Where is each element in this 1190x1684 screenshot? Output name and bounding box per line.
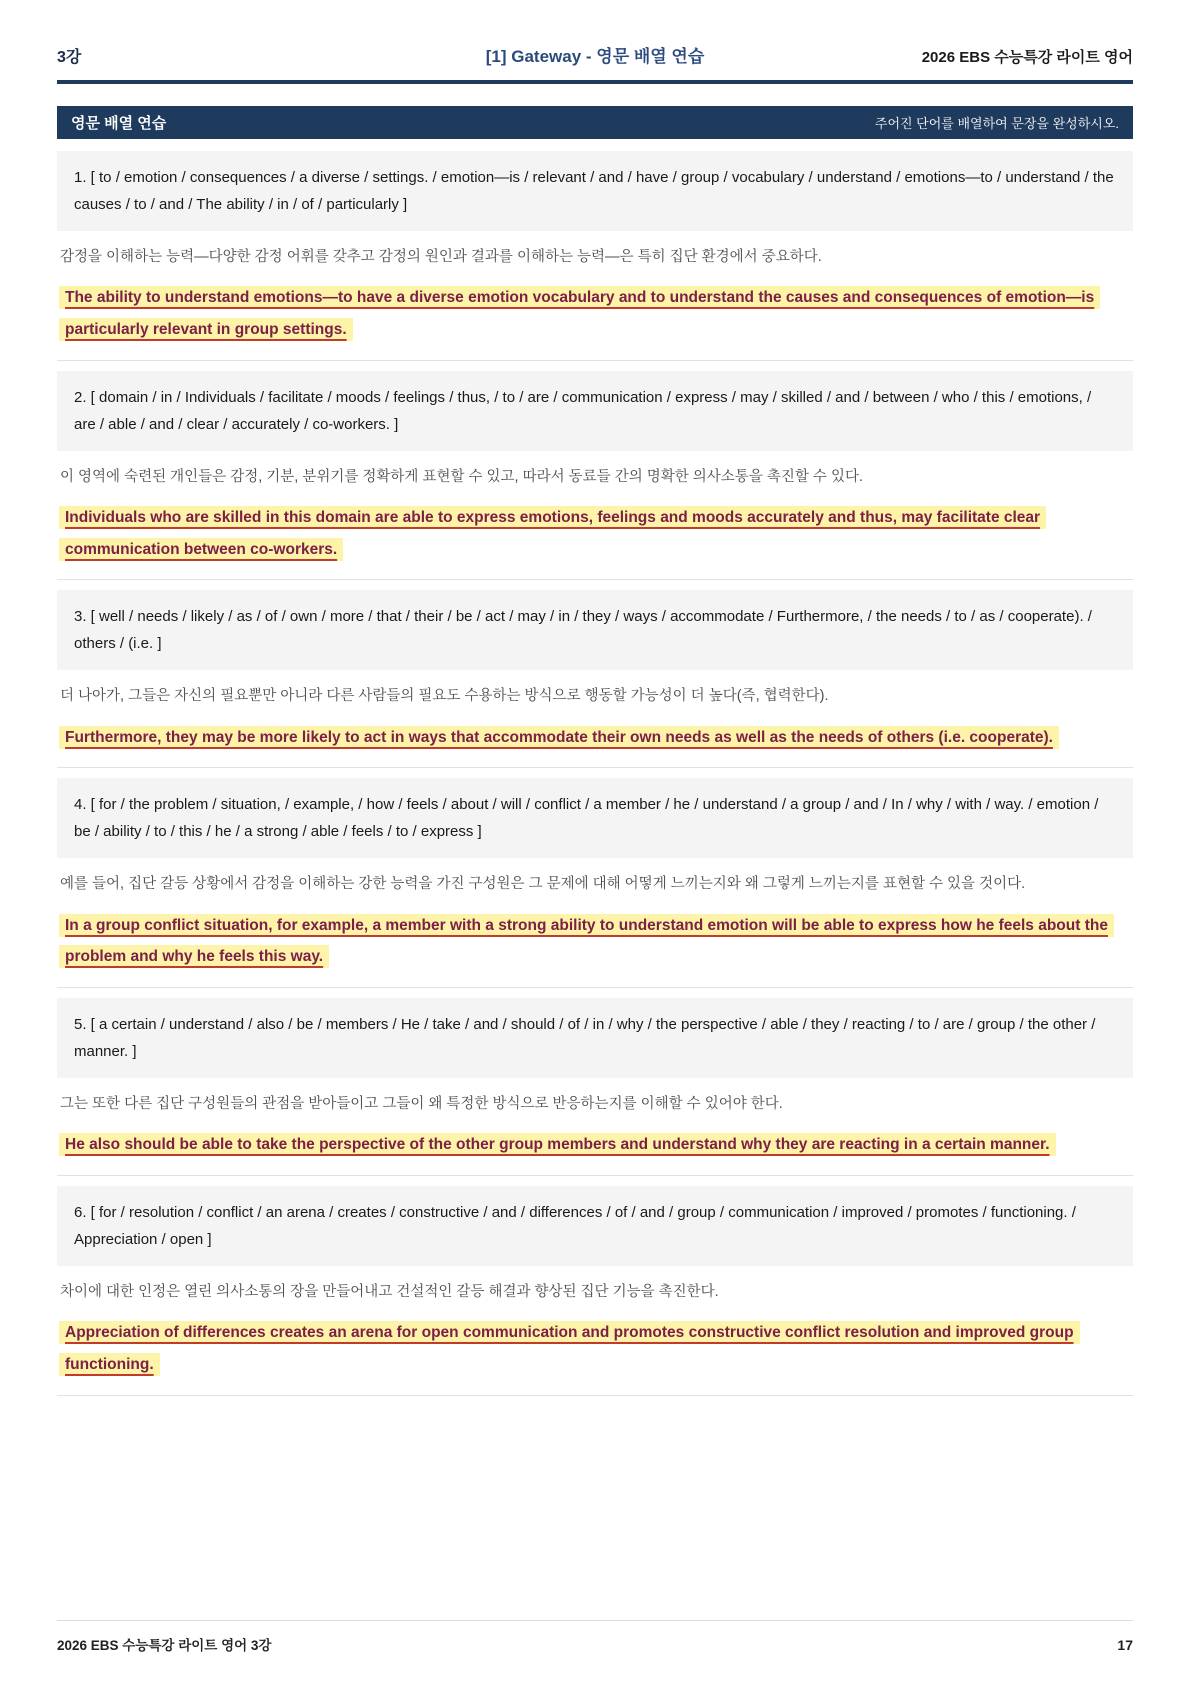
answer-sentence: The ability to understand emotions—to have a diverse emotion vocabulary and to understand the causes and consequences of emotion—is particularly relevant in group settings. (59, 286, 1100, 341)
scrambled-words-box (57, 1186, 1133, 1266)
lesson-number: 3강 (57, 49, 82, 66)
answer-sentence: Individuals who are skilled in this domain are able to express emotions, feelings and moods accurately and thus, may facilitate clear communication between co-workers. (59, 506, 1046, 561)
question-item-2 (57, 371, 1133, 581)
answer-sentence: Appreciation of differences creates an arena for open communication and promotes constructive conflict resolution and improved group functioning. (59, 1321, 1080, 1376)
korean-translation: 감정을 이해하는 능력—다양한 감정 어휘를 갖추고 감정의 원인과 결과를 이해하는 능력—은 특히 집단 환경에서 중요하다. (60, 249, 822, 265)
scrambled-words-box (57, 778, 1133, 858)
korean-translation: 예를 들어, 집단 갈등 상황에서 감정을 이해하는 강한 능력을 가진 구성원은 그 문제에 대해 어떻게 느끼는지와 왜 그렇게 느끼는지를 표현할 수 있을 것이다. (60, 876, 1026, 893)
korean-translation: 차이에 대한 인정은 열린 의사소통의 장을 만들어내고 건설적인 갈등 해결과 향상된 집단 기능을 촉진한다. (60, 1284, 719, 1301)
korean-translation: 더 나아가, 그들은 자신의 필요뿐만 아니라 다른 사람들의 필요도 수용하는 방식으로 행동할 가능성이 더 높다(즉, 협력한다). (60, 688, 829, 705)
question-item-1 (57, 151, 1133, 361)
section-banner (57, 106, 1133, 139)
footer-book-title: 2026 EBS 수능특강 라이트 영어 3강 (57, 1638, 272, 1653)
korean-translation: 그는 또한 다른 집단 구성원들의 관점을 받아들이고 그들이 왜 특정한 방식으로 반응하는지를 이해할 수 있어야 한다. (60, 1096, 783, 1113)
answer-line (57, 722, 1133, 754)
answer-line (57, 282, 1133, 346)
scrambled-words: 4. [ for / the problem / situation, / example, / how / feels / about / will / conflict / a member / he / understand / a group / and / In / why / with / way. / emotion / be / ability / to / this / he / a strong / able / feels / to / express ] (74, 796, 1099, 841)
question-list (57, 151, 1133, 1396)
section-title: 영문 배열 연습 (71, 115, 167, 132)
answer-line (57, 1129, 1133, 1161)
question-item-6 (57, 1186, 1133, 1396)
page-footer (57, 1620, 1133, 1654)
book-title: 2026 EBS 수능특강 라이트 영어 (921, 49, 1133, 66)
section-instruction: 주어진 단어를 배열하여 문장을 완성하시오. (874, 116, 1119, 131)
question-item-4 (57, 778, 1133, 988)
scrambled-words: 2. [ domain / in / Individuals / facilitate / moods / feelings / thus, / to / are / communication / express / may / skilled / and / between / who / this / emotions, / are / able / and / clear / accurately / co-workers. ] (74, 388, 1092, 433)
scrambled-words-box (57, 371, 1133, 451)
question-item-5 (57, 998, 1133, 1176)
header-rule (57, 80, 1133, 84)
scrambled-words: 5. [ a certain / understand / also / be / members / He / take / and / should / of / in / why / the perspective / able / they / reacting / to / are / group / the other / manner. ] (74, 1016, 1096, 1061)
scrambled-words-box (57, 998, 1133, 1078)
item-divider (57, 767, 1133, 768)
answer-line (57, 1317, 1133, 1381)
answer-line (57, 910, 1133, 974)
page-title: [1] Gateway - 영문 배열 연습 (485, 47, 705, 66)
answer-line (57, 502, 1133, 566)
answer-sentence: He also should be able to take the perspective of the other group members and understand why they are reacting in a certain manner. (59, 1133, 1056, 1156)
answer-sentence: In a group conflict situation, for example, a member with a strong ability to understand emotion will be able to express how he feels about the problem and why he feels this way. (59, 914, 1114, 969)
scrambled-words: 3. [ well / needs / likely / as / of / own / more / that / their / be / act / may / in / they / ways / accommodate / Furthermore, / the needs / to / as / cooperate). / others / (i.e. ] (74, 608, 1092, 653)
scrambled-words: 6. [ for / resolution / conflict / an arena / creates / constructive / and / differences / of / and / group / communication / improved / promotes / functioning. / Appreciation / open ] (74, 1204, 1076, 1249)
question-item-3 (57, 590, 1133, 768)
answer-sentence: Furthermore, they may be more likely to act in ways that accommodate their own needs as well as the needs of others (i.e. cooperate). (59, 726, 1059, 749)
page-number: 17 (1117, 1637, 1133, 1653)
page-header (57, 0, 1133, 67)
item-divider (57, 987, 1133, 988)
scrambled-words-box (57, 590, 1133, 670)
item-divider (57, 360, 1133, 361)
scrambled-words: 1. [ to / emotion / consequences / a diverse / settings. / emotion—is / relevant / and / have / group / vocabulary / understand / emotions—to / understand / the causes / to / and / The ability / in / of / particularly ] (74, 169, 1114, 213)
scrambled-words-box (57, 151, 1133, 231)
item-divider (57, 579, 1133, 580)
item-divider (57, 1175, 1133, 1176)
korean-translation: 이 영역에 숙련된 개인들은 감정, 기분, 분위기를 정확하게 표현할 수 있고, 따라서 동료들 간의 명확한 의사소통을 촉진할 수 있다. (60, 468, 863, 485)
item-divider (57, 1395, 1133, 1396)
